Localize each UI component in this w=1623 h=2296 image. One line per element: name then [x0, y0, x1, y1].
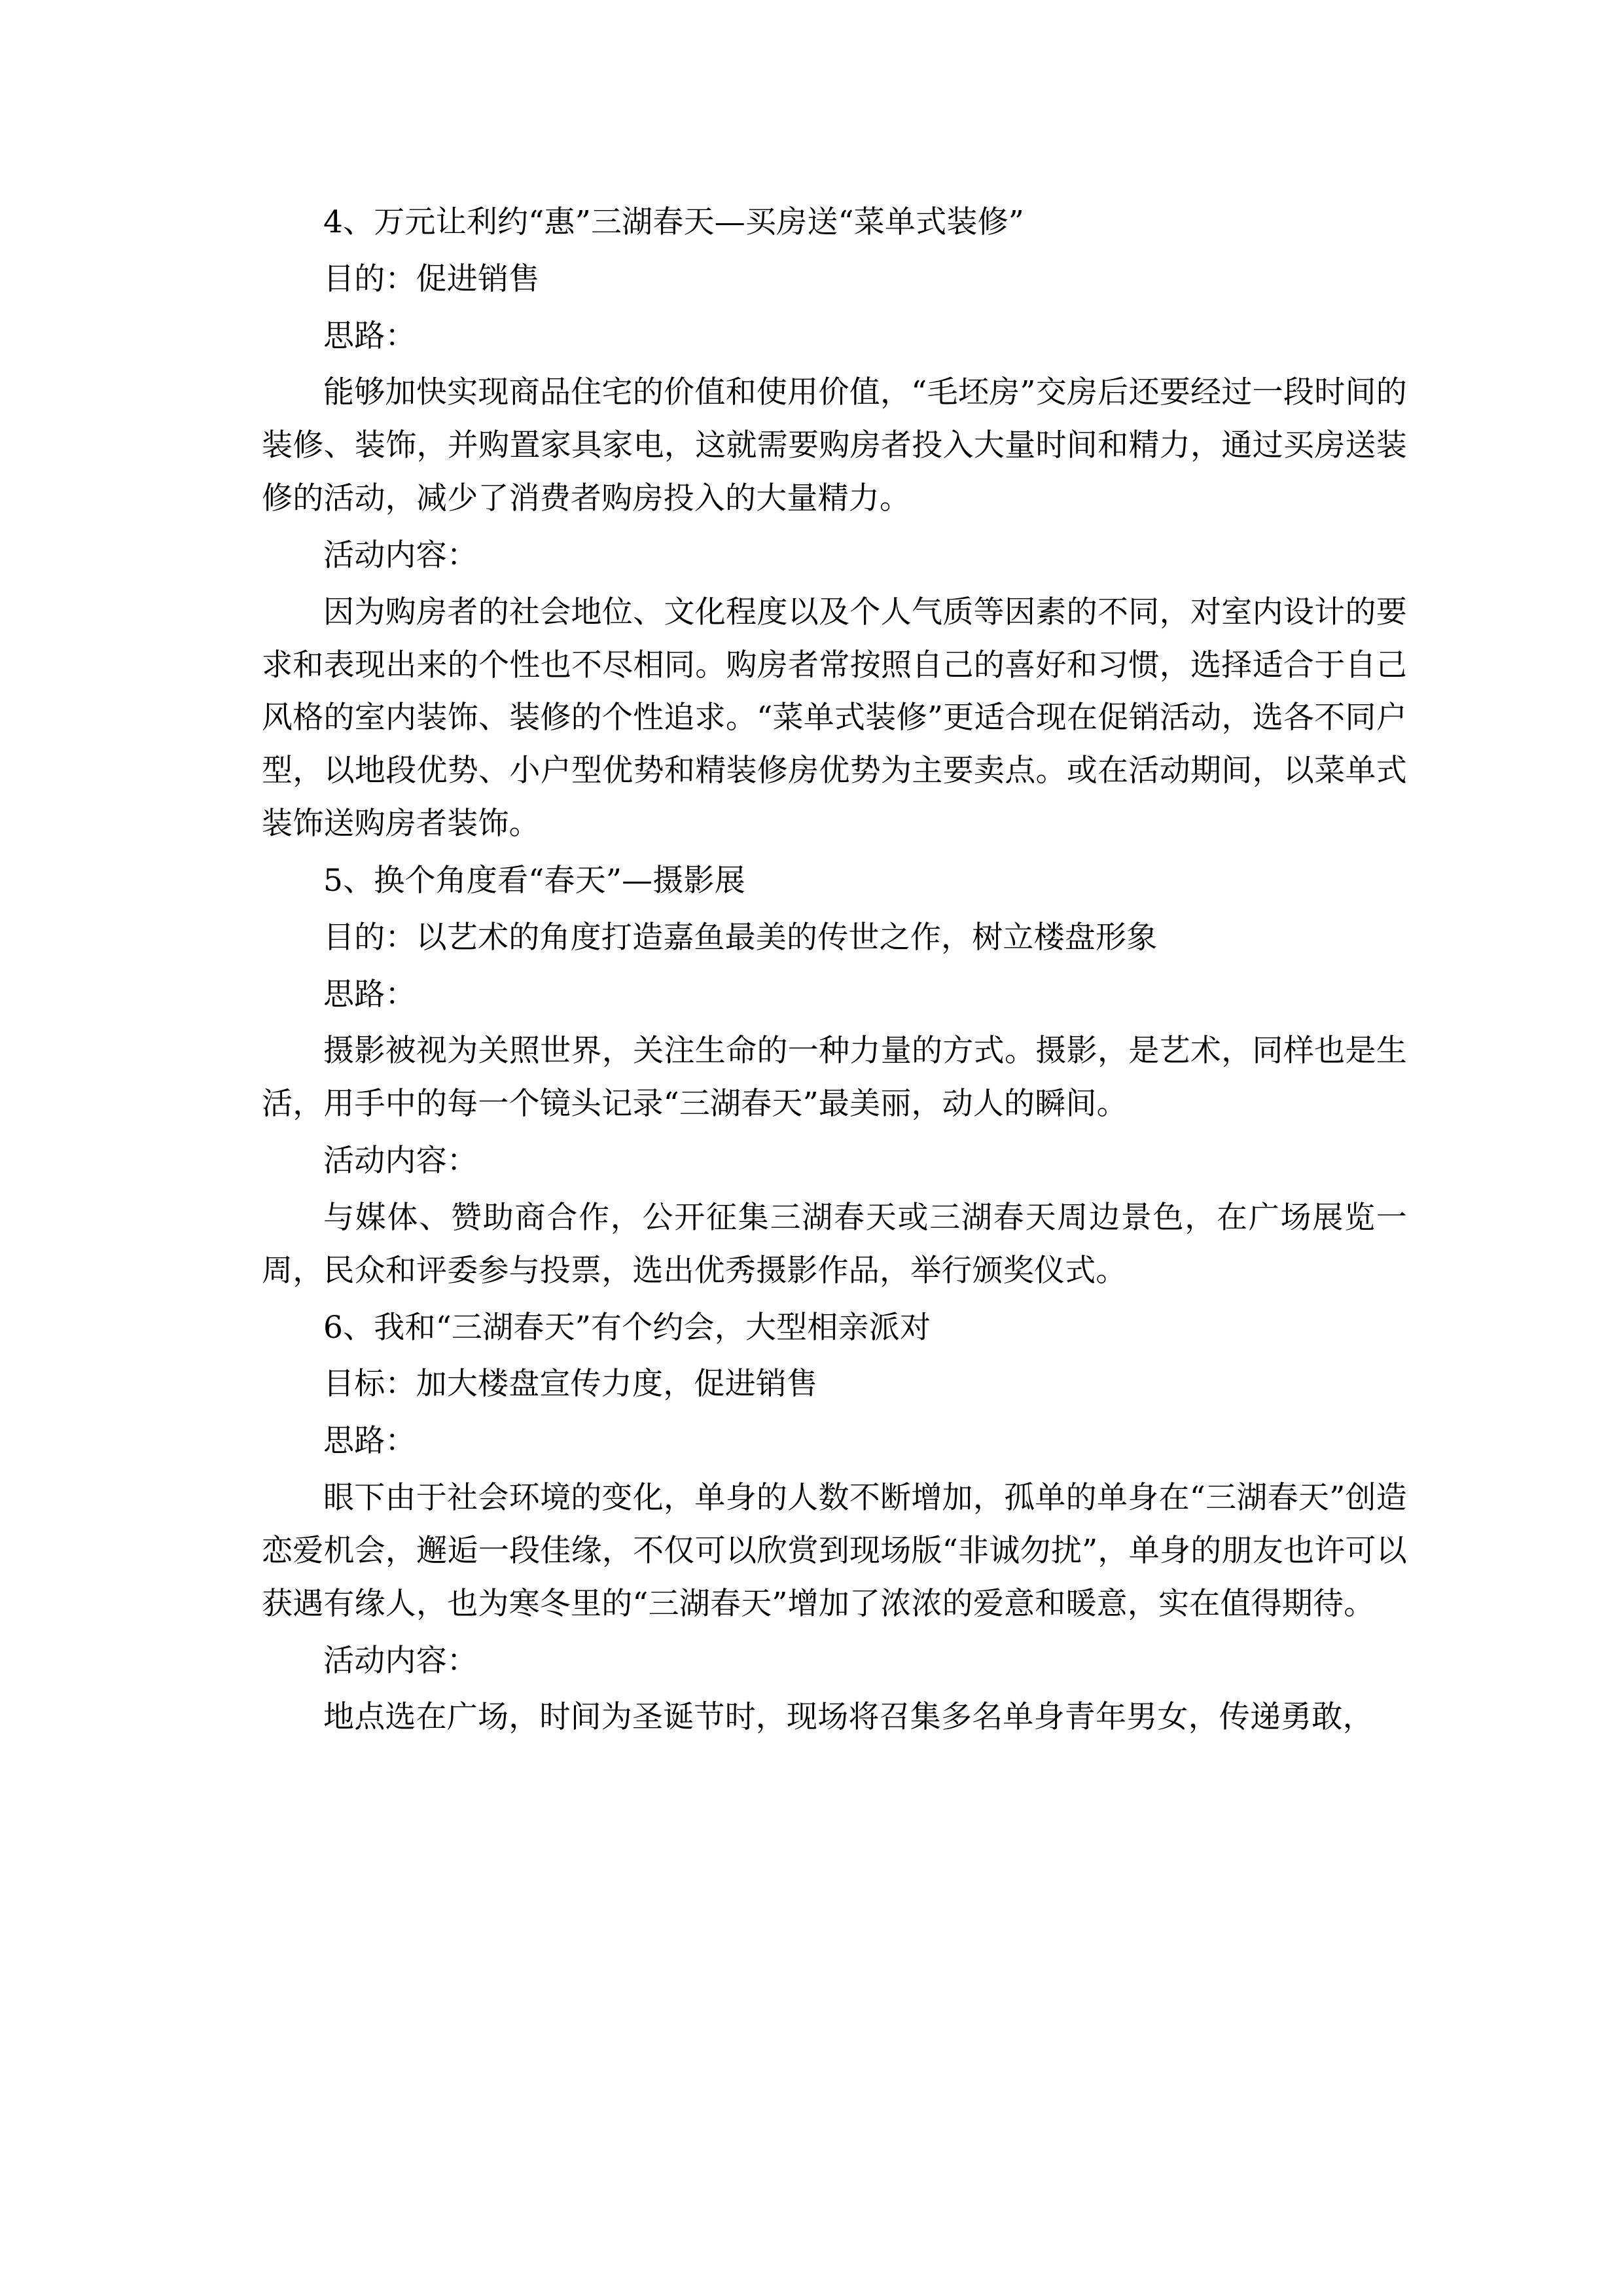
section-heading-6: 6、我和“三湖春天”有个约会，大型相亲派对: [323, 1309, 931, 1346]
section-4-content-body: 因为购房者的社会地位、文化程度以及个人气质等因素的不同，对室内设计的要求和表现出来的个性也不尽相同。购房者常按照自己的喜好和习惯，选择适合于自己风格的室内装饰、装修的个性追求。“菜单式装修”更适合现在促销活动，选各不同户型，以地段优势、小户型优势和精装修房优势为主要卖点。或在活动期间，以菜单式装饰送购房者装饰。: [262, 594, 1407, 842]
section-6-content-label: 活动内容：: [323, 1642, 478, 1679]
section-5-content-body: 与媒体、赞助商合作，公开征集三湖春天或三湖春天周边景色，在广场展览一周，民众和评委参与投票，选出优秀摄影作品，举行颁奖仪式。: [262, 1199, 1407, 1289]
section-4-purpose: 目的：促进销售: [323, 260, 540, 297]
section-5-idea-label: 思路：: [323, 976, 416, 1013]
section-4-idea-body: 能够加快实现商品住宅的价值和使用价值，“毛坯房”交房后还要经过一段时间的装修、装饰，并购置家具家电，这就需要购房者投入大量时间和精力，通过买房送装修的活动，减少了消费者购房投入的大量精力。: [262, 374, 1407, 517]
section-4-content-label: 活动内容：: [323, 537, 478, 573]
section-6-idea-body: 眼下由于社会环境的变化，单身的人数不断增加，孤单的单身在“三湖春天”创造恋爱机会，邂逅一段佳缘，不仅可以欣赏到现场版“非诚勿扰”，单身的朋友也许可以获遇有缘人，也为寒冬里的“三湖春天”增加了浓浓的爱意和暖意，实在值得期待。: [262, 1480, 1407, 1622]
section-5-idea-body: 摄影被视为关照世界，关注生命的一种力量的方式。摄影，是艺术，同样也是生活，用手中的每一个镜头记录“三湖春天”最美丽，动人的瞬间。: [262, 1033, 1407, 1122]
section-heading-4: 4、万元让利约“惠”三湖春天—买房送“菜单式装修”: [323, 204, 1025, 240]
section-5-purpose: 目的：以艺术的角度打造嘉鱼最美的传世之作，树立楼盘形象: [323, 919, 1158, 956]
section-5-content-label: 活动内容：: [323, 1143, 478, 1179]
document-body: [262, 196, 1407, 1744]
section-6-idea-label: 思路：: [323, 1423, 416, 1460]
section-6-content-body: 地点选在广场，时间为圣诞节时，现场将召集多名单身青年男女，传递勇敢，: [323, 1699, 1374, 1736]
section-heading-5: 5、换个角度看“春天”—摄影展: [323, 862, 745, 899]
section-4-idea-label: 思路：: [323, 317, 416, 354]
section-6-target: 目标：加大楼盘宣传力度，促进销售: [323, 1366, 818, 1403]
